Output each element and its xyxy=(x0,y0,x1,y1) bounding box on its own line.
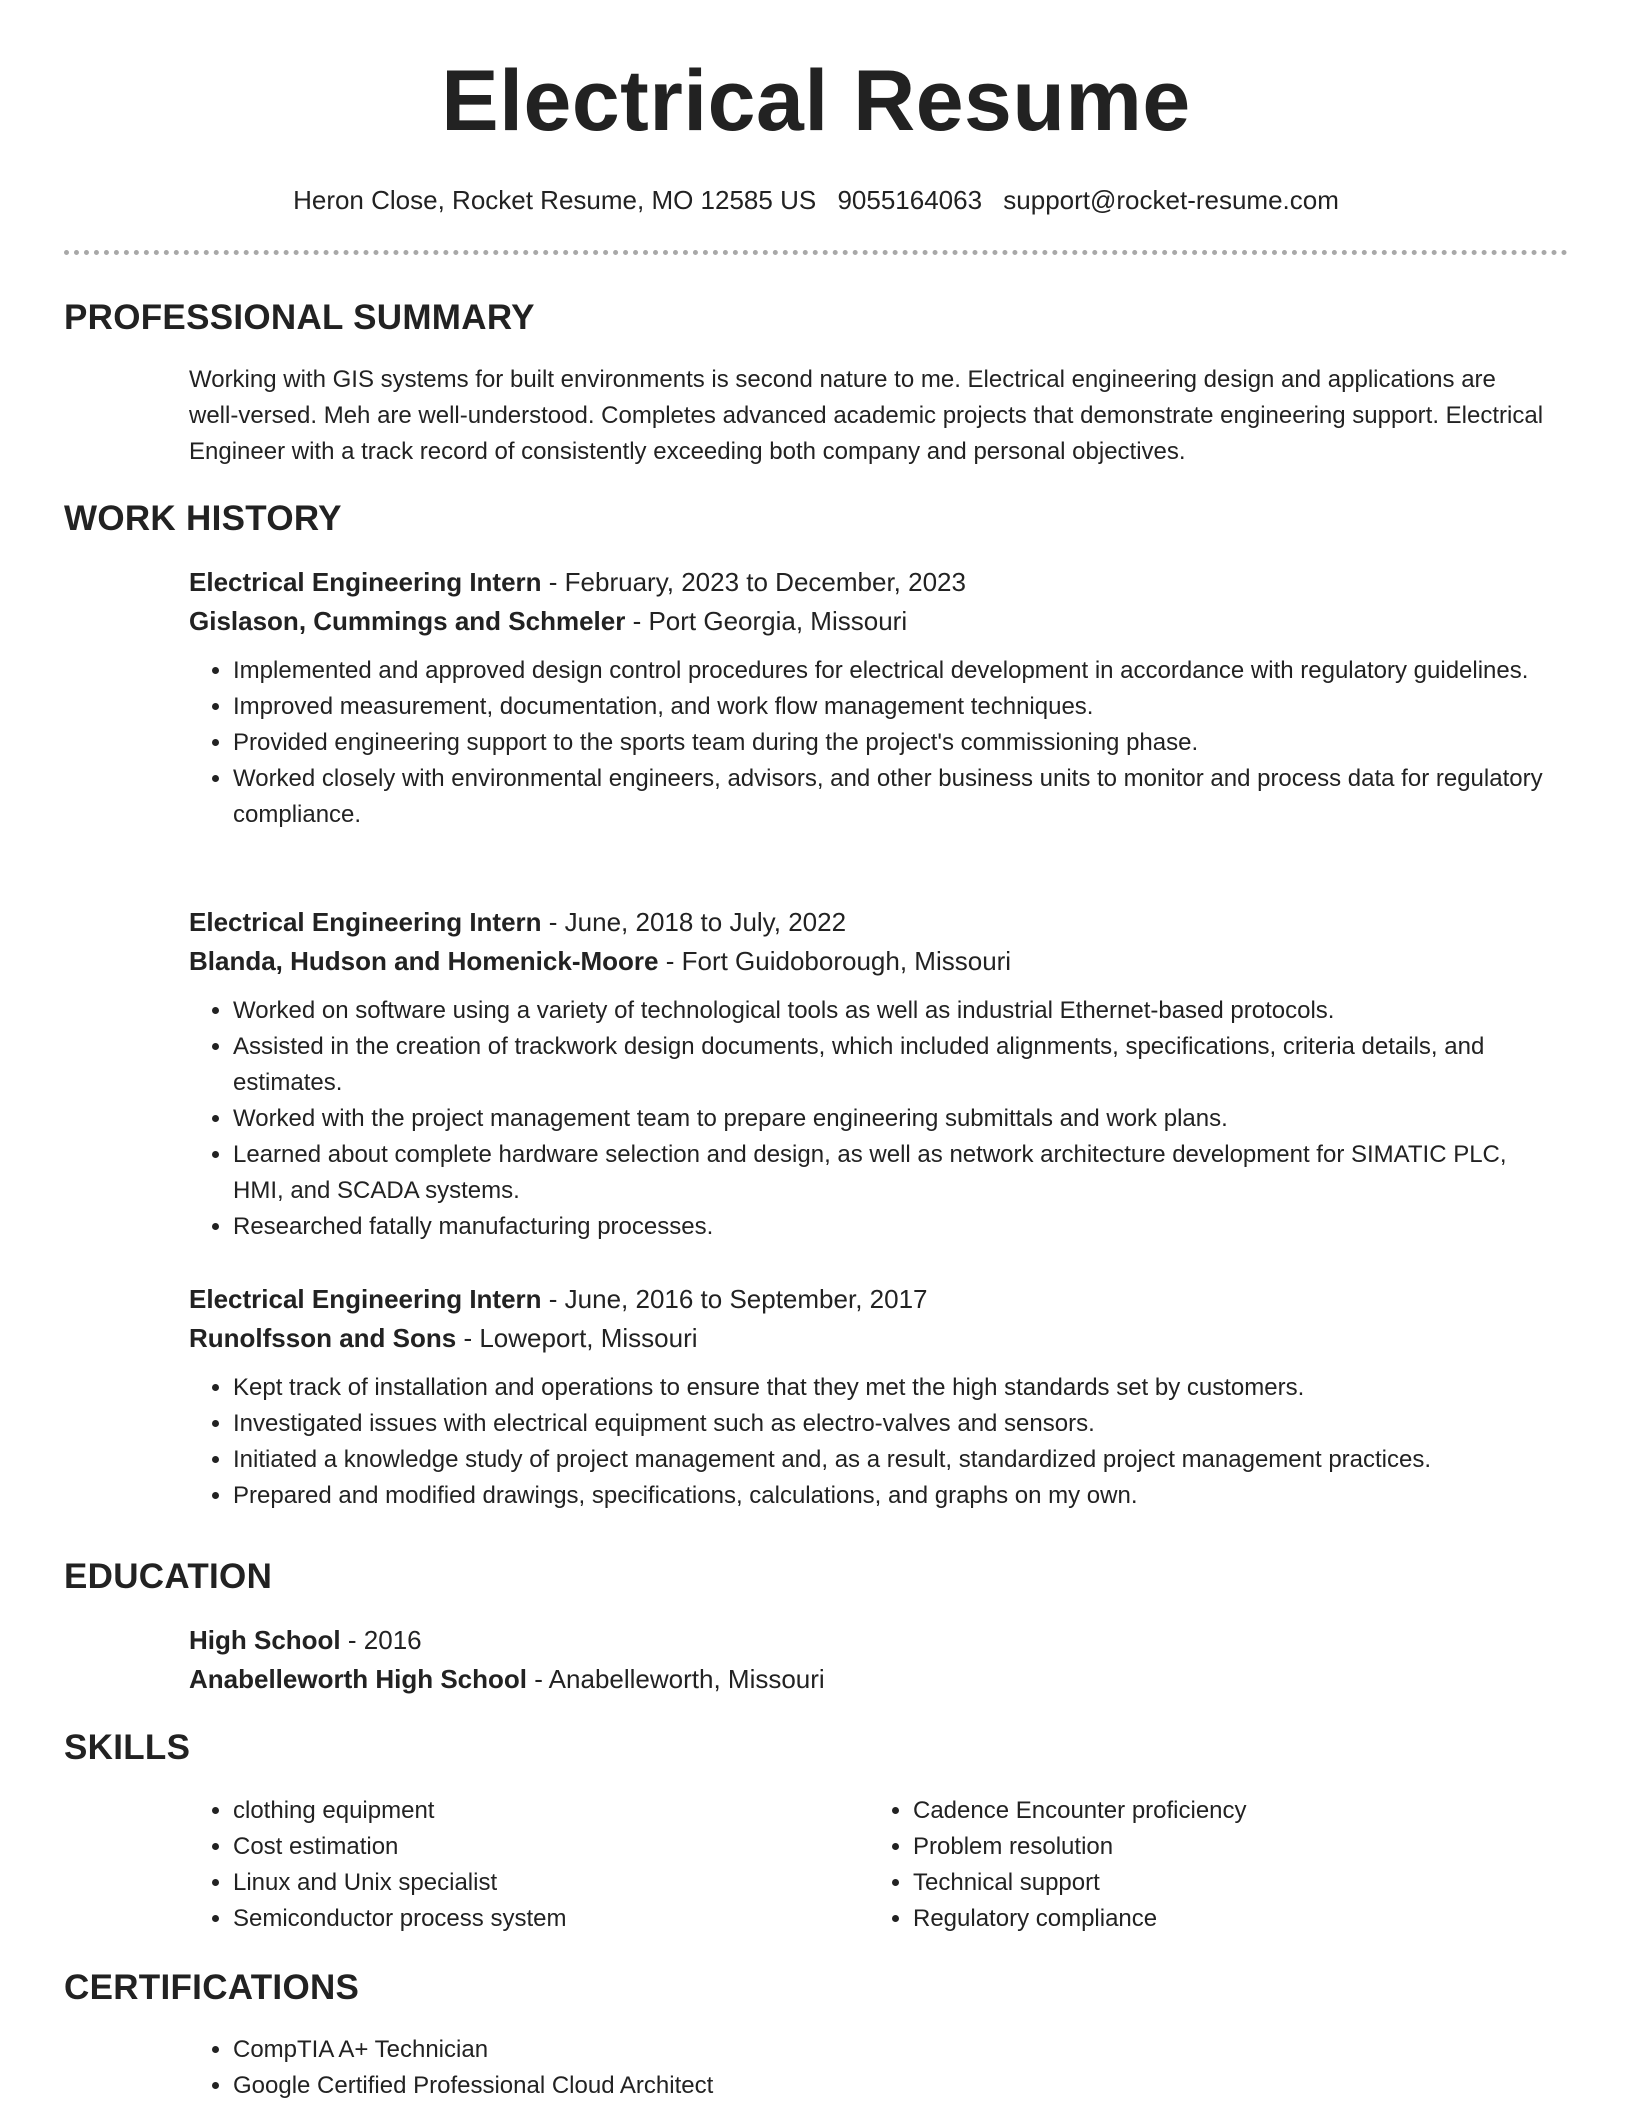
resume-title: Electrical Resume xyxy=(441,53,1191,149)
skill-item: • Semiconductor process system xyxy=(233,1901,825,1937)
skill-item: • Cost estimation xyxy=(233,1829,825,1865)
section-title-work-history: WORK HISTORY xyxy=(64,499,342,538)
list-item: • Researched fatally manufacturing processes. xyxy=(233,1209,1549,1245)
section-title-skills: SKILLS xyxy=(64,1728,191,1767)
certification-item: • Google Certified Professional Cloud Architect xyxy=(233,2068,1549,2104)
education-school: Anabelleworth High School xyxy=(189,1664,528,1694)
job-role-line xyxy=(189,563,1549,602)
job-company-line xyxy=(189,1319,1549,1358)
job-company-line xyxy=(189,942,1549,981)
list-item: • Investigated issues with electrical equipment such as electro-valves and sensors. xyxy=(233,1406,1549,1442)
job-dates: - June, 2016 to September, 2017 xyxy=(541,1284,928,1314)
section-title-summary: PROFESSIONAL SUMMARY xyxy=(64,298,535,337)
list-item: • Worked with the project management team to prepare engineering submittals and work plans. xyxy=(233,1101,1549,1137)
skills-list-right xyxy=(869,1793,1549,1937)
list-item: • Initiated a knowledge study of project management and, as a result, standardized project management practices. xyxy=(233,1442,1549,1478)
skill-item: • Problem resolution xyxy=(913,1829,1549,1865)
job-role: Electrical Engineering Intern xyxy=(189,907,542,937)
job-company: Blanda, Hudson and Homenick-Moore xyxy=(189,946,659,976)
job-dates: - June, 2018 to July, 2022 xyxy=(541,907,847,937)
skill-item: • clothing equipment xyxy=(233,1793,825,1829)
certifications-block xyxy=(189,2032,1549,2104)
list-item: • Worked on software using a variety of technological tools as well as industrial Ethernet-based protocols. xyxy=(233,993,1549,1029)
job-location: - Port Georgia, Missouri xyxy=(625,606,908,636)
contact-email: support@rocket-resume.com xyxy=(1003,185,1339,215)
job-role: Electrical Engineering Intern xyxy=(189,1284,542,1314)
list-item: • Learned about complete hardware selection and design, as well as network architecture development for SIMATIC PLC, HMI, and SCADA systems. xyxy=(233,1137,1549,1209)
skills-list-left xyxy=(189,1793,825,1937)
education-location: - Anabelleworth, Missouri xyxy=(527,1664,825,1694)
skill-item: • Linux and Unix specialist xyxy=(233,1865,825,1901)
skills-grid xyxy=(189,1793,1549,1937)
job-entry xyxy=(189,1280,1549,1514)
skills-block xyxy=(189,1793,1549,1937)
header-divider xyxy=(64,250,1568,255)
job-dates: - February, 2023 to December, 2023 xyxy=(541,567,966,597)
job-company-line xyxy=(189,602,1549,641)
job-entry xyxy=(189,903,1549,1245)
job-bullets xyxy=(189,653,1549,833)
education-year: - 2016 xyxy=(340,1625,422,1655)
list-item: • Prepared and modified drawings, specifications, calculations, and graphs on my own. xyxy=(233,1478,1549,1514)
section-title-education: EDUCATION xyxy=(64,1557,273,1596)
summary-text: Working with GIS systems for built environments is second nature to me. Electrical engineering design and applications are well-versed. Meh are well-understood. Completes advanced academic projects that demonstrate engineering support. Electrical Engineer with a track record of consistently exceeding both company and personal objectives. xyxy=(189,366,1544,465)
job-role-line xyxy=(189,1280,1549,1319)
contact-line xyxy=(0,182,1632,218)
section-title-certifications: CERTIFICATIONS xyxy=(64,1968,360,2007)
contact-phone: 9055164063 xyxy=(837,185,983,215)
education-entry xyxy=(189,1621,1549,1699)
job-company: Runolfsson and Sons xyxy=(189,1323,457,1353)
skill-item: • Regulatory compliance xyxy=(913,1901,1549,1937)
education-degree-line xyxy=(189,1621,1549,1660)
job-company: Gislason, Cummings and Schmeler xyxy=(189,606,626,636)
education-school-line xyxy=(189,1660,1549,1699)
summary-block xyxy=(189,362,1549,470)
list-item: • Worked closely with environmental engineers, advisors, and other business units to monitor and process data for regulatory compliance. xyxy=(233,761,1549,833)
list-item: • Assisted in the creation of trackwork design documents, which included alignments, specifications, criteria details, and estimates. xyxy=(233,1029,1549,1101)
job-role-line xyxy=(189,903,1549,942)
certification-item: • CompTIA A+ Technician xyxy=(233,2032,1549,2068)
certifications-list xyxy=(189,2032,1549,2104)
job-bullets xyxy=(189,993,1549,1245)
list-item: • Provided engineering support to the sports team during the project's commissioning phase. xyxy=(233,725,1549,761)
contact-address: Heron Close, Rocket Resume, MO 12585 US xyxy=(293,185,817,215)
skill-item: • Technical support xyxy=(913,1865,1549,1901)
job-bullets xyxy=(189,1370,1549,1514)
job-location: - Fort Guidoborough, Missouri xyxy=(658,946,1012,976)
job-location: - Loweport, Missouri xyxy=(456,1323,698,1353)
education-degree: High School xyxy=(189,1625,341,1655)
skill-item: • Cadence Encounter proficiency xyxy=(913,1793,1549,1829)
list-item: • Kept track of installation and operations to ensure that they met the high standards set by customers. xyxy=(233,1370,1549,1406)
job-role: Electrical Engineering Intern xyxy=(189,567,542,597)
job-entry xyxy=(189,563,1549,833)
list-item: • Improved measurement, documentation, and work flow management techniques. xyxy=(233,689,1549,725)
list-item: • Implemented and approved design control procedures for electrical development in accordance with regulatory guidelines. xyxy=(233,653,1549,689)
